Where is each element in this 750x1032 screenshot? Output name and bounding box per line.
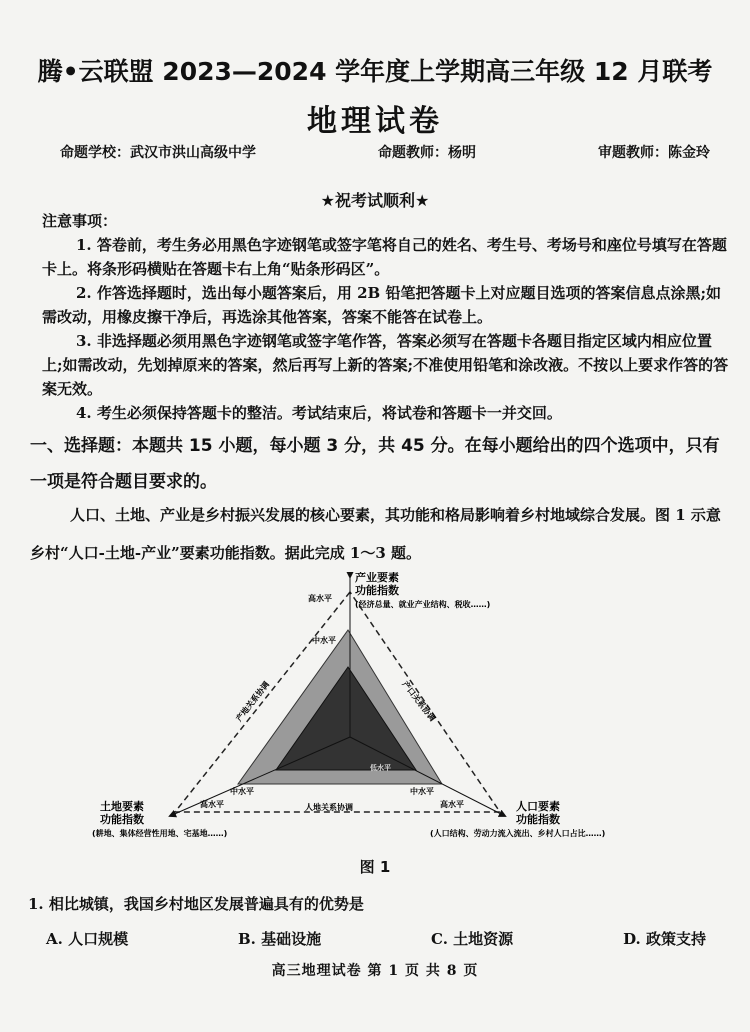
section-heading: 一、选择题：本题共 15 小题，每小题 3 分，共 45 分。在每小题给出的四个选项中，只有一项是符合题目要求的。 [30, 436, 720, 492]
right-subtitle: 功能指数 [516, 813, 560, 826]
options-row [46, 928, 706, 949]
right-high-label: 高水平 [440, 800, 464, 809]
note-item-1: 1. 答卷前，考生务必用黑色字迹钢笔或签字笔将自己的姓名、考生号、考场号和座位号填写在答题卡上。将条形码横贴在答题卡右上角“贴条形码区”。 [42, 236, 727, 278]
top-note: (经济总量、就业产业结构、税收……) [355, 600, 491, 609]
right-note: (人口结构、劳动力流入流出、乡村人口占比……) [430, 829, 606, 838]
right-edge-label: 产口关系协调 [400, 679, 438, 724]
note-item-3: 3. 非选择题必须用黑色字迹钢笔或签字笔作答，答案必须写在答题卡各题目指定区域内相应位置上;如需改动，先划掉原来的答案，然后再写上新的答案;不准使用铅笔和涂改液。不按以上要求作答的答案无效。 [42, 332, 729, 398]
option-c: C. 土地资源 [431, 930, 514, 948]
top-mid-label: 中水平 [312, 636, 336, 645]
figure-caption: 图 1 [359, 858, 391, 876]
right-title: 人口要素 [516, 800, 560, 813]
top-title: 产业要素 [355, 572, 399, 584]
notes-heading: 注意事项： [42, 212, 118, 230]
note-item-2: 2. 作答选择题时，选出每小题答案后，用 2B 铅笔把答题卡上对应题目选项的答案信息点涂黑;如需改动，用橡皮擦干净后，再选涂其他答案，答案不能答在试卷上。 [42, 284, 721, 326]
school-label: 命题学校：武汉市洪山高级中学 [60, 145, 256, 161]
left-note: (耕地、集体经营性用地、宅基地……) [92, 829, 228, 838]
left-mid-label: 中水平 [230, 787, 254, 796]
top-subtitle: 功能指数 [355, 584, 399, 597]
question-intro: 人口、土地、产业是乡村振兴发展的核心要素，其功能和格局影响着乡村地域综合发展。图 1 示意乡村“人口-土地-产业”要素功能指数。据此完成 1～3 题。 [30, 506, 721, 562]
notes-list [42, 233, 732, 425]
question-stem: 1. 相比城镇，我国乡村地区发展普遍具有的优势是 [28, 895, 364, 913]
option-d: D. 政策支持 [623, 930, 706, 948]
exam-title: 腾•云联盟 2023—2024 学年度上学期高三年级 12 月联考 [37, 57, 713, 86]
left-edge-label: 产地关系协调 [234, 679, 272, 724]
inner-low-label: 低水平 [370, 764, 391, 772]
right-mid-label: 中水平 [410, 787, 434, 796]
triangle-diagram [80, 572, 680, 852]
left-subtitle: 功能指数 [100, 813, 144, 826]
option-b: B. 基础设施 [238, 930, 322, 948]
note-item-4: 4. 考生必须保持答题卡的整洁。考试结束后，将试卷和答题卡一并交回。 [76, 404, 562, 422]
left-high-label: 高水平 [200, 800, 224, 809]
setter-label: 命题教师：杨明 [378, 145, 476, 161]
page-footer: 高三地理试卷 第 1 页 共 8 页 [271, 963, 479, 979]
reviewer-label: 审题教师：陈金玲 [598, 145, 710, 161]
option-a: A. 人口规模 [46, 930, 129, 948]
good-luck-wish: ★祝考试顺利★ [320, 191, 430, 210]
exam-meta [60, 142, 710, 162]
left-title: 土地要素 [100, 800, 144, 813]
subject-title: 地理试卷 [307, 104, 443, 139]
top-high-label: 高水平 [308, 594, 332, 603]
bottom-edge-label: 人地关系协调 [305, 803, 353, 812]
